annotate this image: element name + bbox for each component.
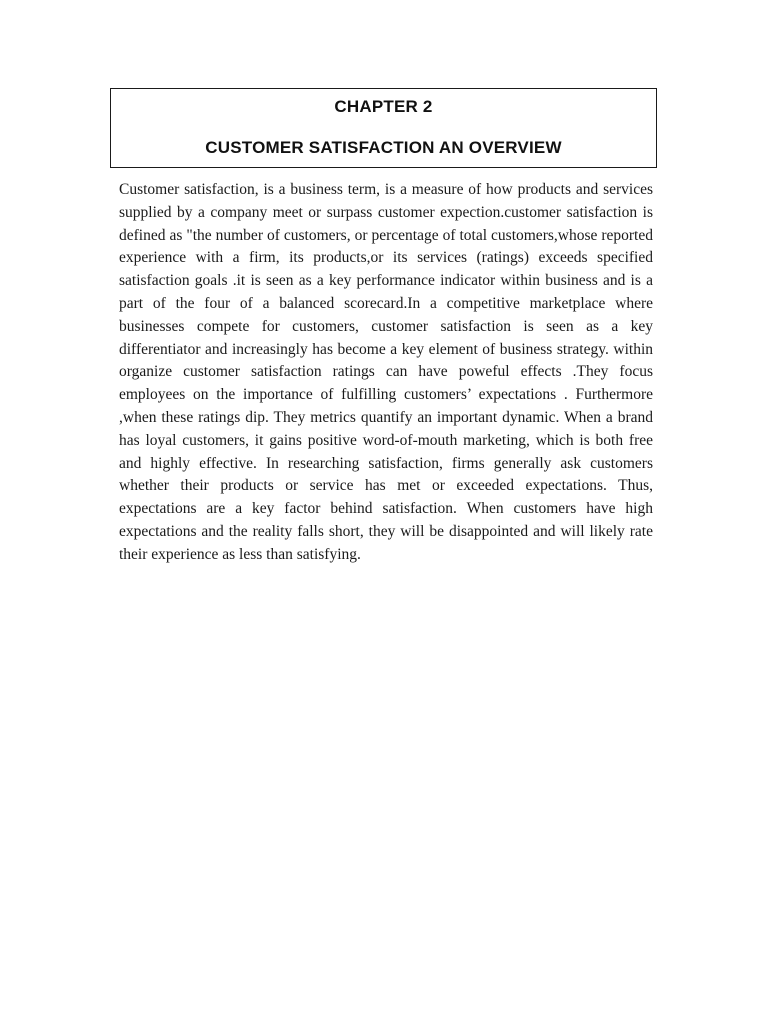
chapter-title: CUSTOMER SATISFACTION AN OVERVIEW [205, 138, 562, 157]
chapter-number: CHAPTER 2 [334, 97, 433, 116]
body-paragraph: Customer satisfaction, is a business term, is a measure of how products and services supplied by a company meet or surpass customer expection.customer satisfaction is defined as "the number of customers, or percentage of total customers,whose reported experience with a firm, its products,or its services (ratings) exceeds specified satisfaction goals .it is seen as a key performance indicator within business and is a part of the four of a balanced scorecard.In a competitive marketplace where businesses compete for customers, customer satisfaction is seen as a key differentiator and increasingly has become a key element of business strategy. within organize customer satisfaction ratings can have poweful effects .They focus employees on the importance of fulfilling customers’ expectations . Furthermore ,when these ratings dip. They metrics quantify an important dynamic. When a brand has loyal customers, it gains positive word-of-mouth marketing, which is both free and highly effective. In researching satisfaction, firms generally ask customers whether their products or service has met or exceeded expectations. Thus, expectations are a key factor behind satisfaction. When customers have high expectations and the reality falls short, they will be disappointed and will likely rate their experience as less than satisfying. [119, 181, 653, 563]
chapter-heading-box [110, 88, 657, 168]
